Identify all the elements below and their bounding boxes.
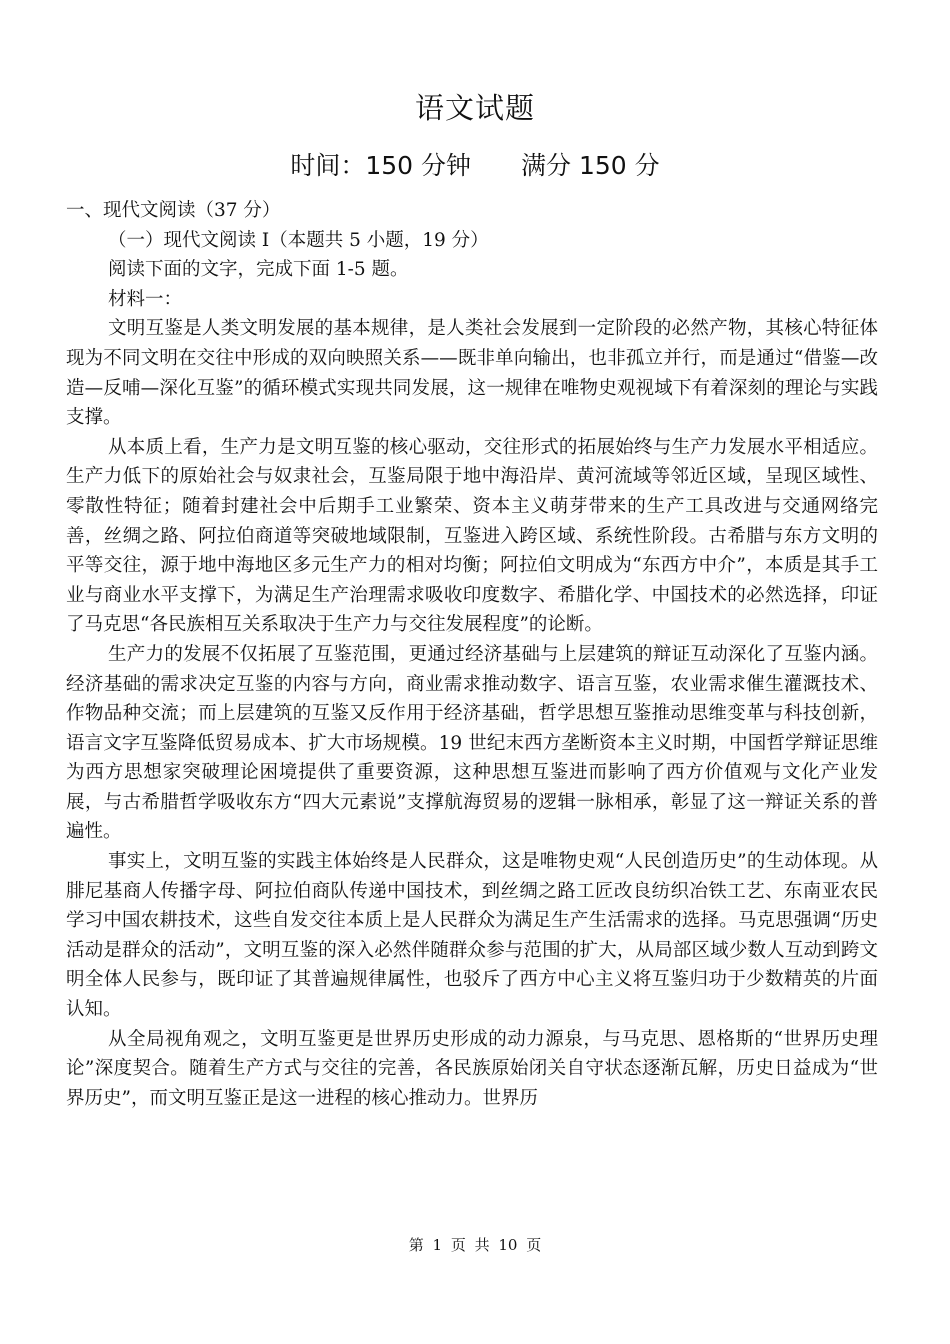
full-score: 满分 150 分 (521, 151, 660, 180)
passage-paragraph: 事实上，文明互鉴的实践主体始终是人民群众，这是唯物史观“人民创造历史”的生动体现。从腓尼基商人传播字母、阿拉伯商队传递中国技术，到丝绸之路工匠改良纺织冶铁工艺、东南亚农民学习中国农耕技术，这些自发交往本质上是人民群众为满足生产生活需求的选择。马克思强调“历史活动是群众的活动”，文明互鉴的深入必然伴随群众参与范围的扩大，从局部区域少数人互动到跨文明全体人民参与，既印证了其普遍规律属性，也驳斥了西方中心主义将互鉴归功于少数精英的片面认知。 (66, 851, 878, 1021)
passage-paragraph: 文明互鉴是人类文明发展的基本规律，是人类社会发展到一定阶段的必然产物，其核心特征体现为不同文明在交往中形成的双向映照关系——既非单向输出，也非孤立并行，而是通过“借鉴—改造—反哺—深化互鉴”的循环模式实现共同发展，这一规律在唯物史观视域下有着深刻的理论与实践支撑。 (66, 318, 878, 429)
page-title: 语文试题 (414, 91, 535, 125)
passage-paragraph: 生产力的发展不仅拓展了互鉴范围，更通过经济基础与上层建筑的辩证互动深化了互鉴内涵。经济基础的需求决定互鉴的内容与方向，商业需求推动数字、语言互鉴，农业需求催生灌溉技术、作物品种交流；而上层建筑的互鉴又反作用于经济基础，哲学思想互鉴推动思维变革与科技创新，语言文字互鉴降低贸易成本、扩大市场规模。19 世纪末西方垄断资本主义时期，中国哲学辩证思维为西方思想家突破理论困境提供了重要资源，这种思想互鉴进而影响了西方价值观与文化产业发展，与古希腊哲学吸收东方“四大元素说”支撑航海贸易的逻辑一脉相承，彰显了这一辩证关系的普遍性。 (66, 643, 878, 843)
section-heading: 一、现代文阅读（37 分） (66, 200, 281, 221)
material-label: 材料一： (108, 288, 183, 310)
passage-paragraph: 从本质上看，生产力是文明互鉴的核心驱动，交往形式的拓展始终与生产力发展水平相适应。生产力低下的原始社会与奴隶社会，互鉴局限于地中海沿岸、黄河流域等邻近区域，呈现区域性、零散性特征；随着封建社会中后期手工业繁荣、资本主义萌芽带来的生产工具改进与交通网络完善，丝绸之路、阿拉伯商道等突破地域限制，互鉴进入跨区域、系统性阶段。古希腊与东方文明的平等交往，源于地中海地区多元生产力的相对均衡；阿拉伯文明成为“东西方中介”，本质是其手工业与商业水平支撑下，为满足生产治理需求吸收印度数字、希腊化学、中国技术的必然选择，印证了马克思“各民族相互关系取决于生产力与交往发展程度”的论断。 (66, 436, 878, 636)
exam-info (0, 146, 950, 182)
passage-paragraph: 从全局视角观之，文明互鉴更是世界历史形成的动力源泉，与马克思、恩格斯的“世界历史理论”深度契合。随着生产方式与交往的完善，各民族原始闭关自守状态逐渐瓦解，历史日益成为“世界历史”，而文明互鉴正是这一进程的核心推动力。世界历 (66, 1028, 878, 1109)
reading-content (66, 196, 878, 1113)
time-limit: 时间：150 分钟 (290, 151, 472, 180)
reading-instruction: 阅读下面的文字，完成下面 1-5 题。 (108, 259, 409, 281)
subsection-heading: （一）现代文阅读 I（本题共 5 小题，19 分） (108, 229, 489, 251)
page-footer: 第 1 页 共 10 页 (408, 1236, 542, 1254)
